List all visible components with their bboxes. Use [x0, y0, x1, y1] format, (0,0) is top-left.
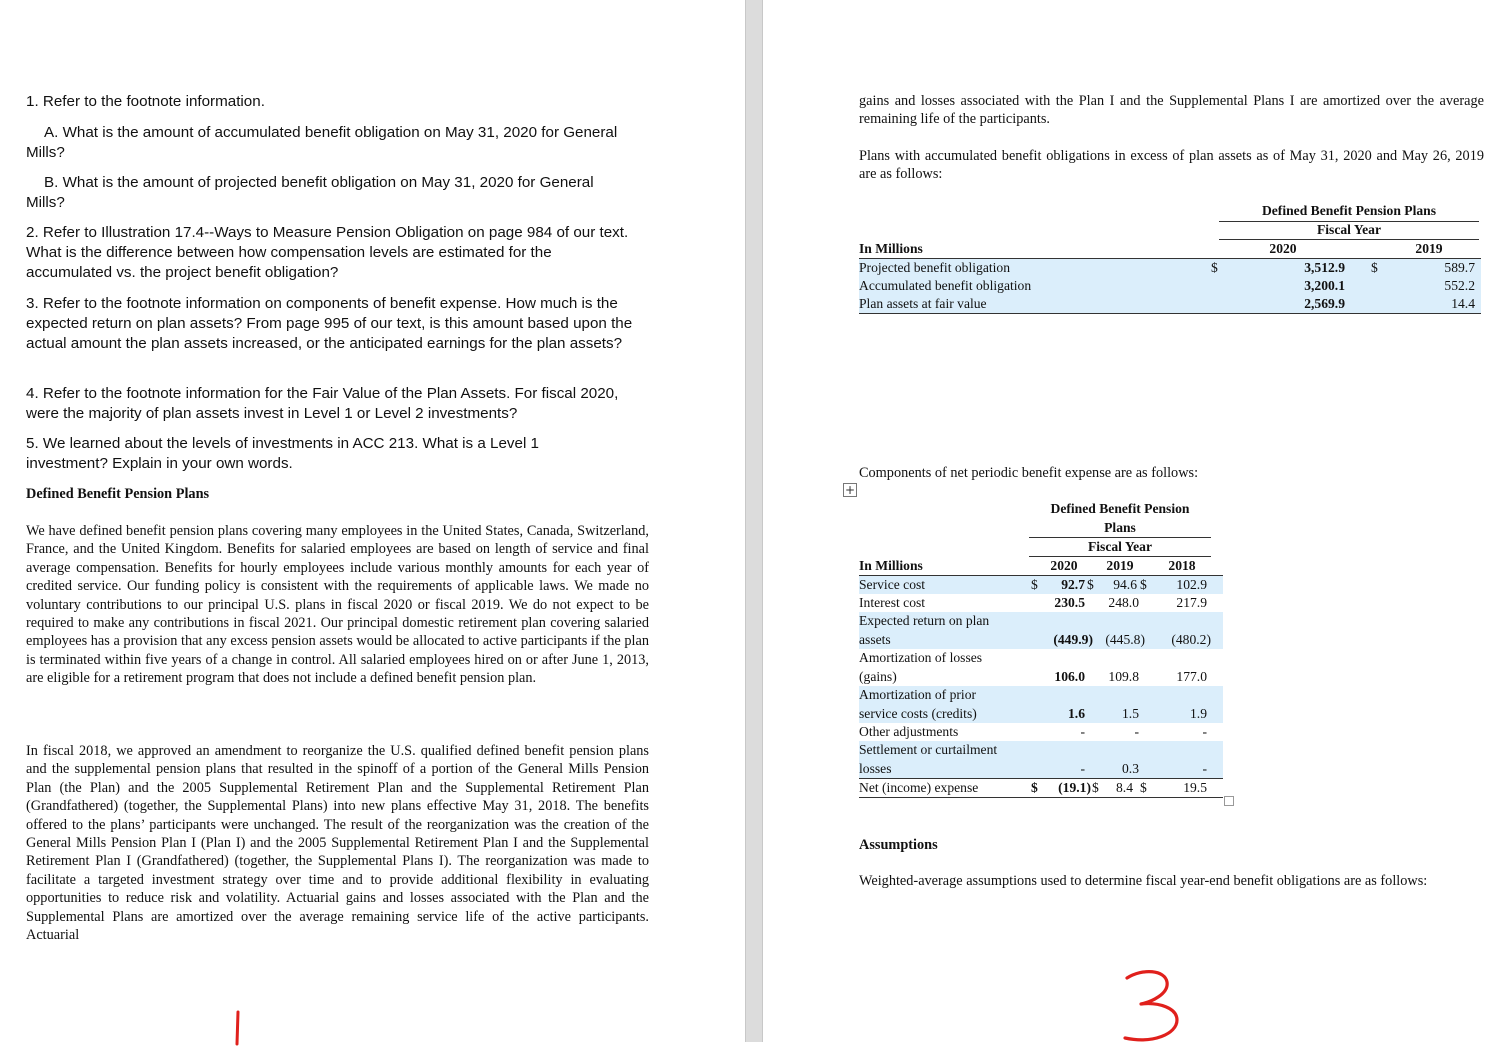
components-value-2018: 102.9 [1176, 577, 1207, 592]
components-row-label: Settlement or curtailment [859, 742, 998, 757]
question-1a: A. What is the amount of accumulated benefit obligation on May 31, 2020 for General Mills? [26, 124, 618, 161]
obligations-header-group: Defined Benefit Pension Plans [1261, 203, 1437, 218]
question-1: 1. Refer to the footnote information. [26, 93, 265, 110]
section-heading: Defined Benefit Pension Plans [26, 486, 210, 502]
obligations-year-2020: 2020 [1269, 241, 1297, 256]
components-value-2020: 230.5 [1054, 595, 1085, 610]
components-year-2020: 2020 [1050, 558, 1078, 573]
components-header-sub: Fiscal Year [1087, 539, 1153, 554]
components-col-label: In Millions [859, 558, 923, 573]
components-row-label-cont: service costs (credits) [859, 706, 977, 721]
pension-paragraph-1: We have defined benefit pension plans covering many employees in the United States, Canada, Switzerland, France, and the United Kingdom. Benefits for salaried employees are based on length of service and final average compensation. Benefits for hourly employees include various monthly amounts for each year of credited service. Our funding policy is consistent with the requirements of applicable laws. We made no voluntary contributions to our principal U.S. plans in fiscal 2020 or fiscal 2019. We do not expect to be required to make any contributions in fiscal 2021. Our principal domestic retirement plan covering salaried employees has a provision that any excess pension assets would be allocated to active participants if the plan is terminated within five years of a change in control. All salaried employees hired on or after June 1, 2013, are eligible for a retirement program that does not include a defined benefit pension plan. [26, 523, 649, 687]
components-value-2019: 109.8 [1108, 669, 1139, 684]
currency-symbol: $ [1371, 260, 1378, 275]
components-row-label: Interest cost [859, 595, 926, 610]
currency-symbol: $ [1092, 780, 1099, 795]
obligations-header-sub: Fiscal Year [1316, 222, 1382, 237]
components-value-2019: 94.6 [1113, 577, 1137, 592]
right-page [763, 0, 1490, 1051]
components-value-2019: - [1134, 724, 1139, 739]
question-2: 2. Refer to Illustration 17.4--Ways to Measure Pension Obligation on page 984 of our text. What is the difference between how compensation levels are estimated for the accumulated vs. the project benefit obligation? [26, 224, 629, 281]
components-value-2019: 248.0 [1108, 595, 1139, 610]
question-5: 5. We learned about the levels of investments in ACC 213. What is a Level 1 investment? Explain in your own words. [26, 435, 539, 472]
left-page [0, 0, 745, 1051]
components-value-2020: (449.9) [1053, 632, 1093, 647]
components-value-2020: (19.1) [1058, 780, 1091, 795]
components-value-2020: - [1080, 724, 1085, 739]
obligations-intro: Plans with accumulated benefit obligations in excess of plan assets as of May 31, 2020 and May 26, 2019 are as follows: [859, 148, 1484, 183]
components-value-2018: (480.2) [1171, 632, 1211, 647]
components-value-2019: 1.5 [1122, 706, 1139, 721]
obligations-row-label: Accumulated benefit obligation [859, 278, 1032, 293]
components-value-2020: 1.6 [1068, 706, 1085, 721]
components-row-label: Other adjustments [859, 724, 959, 739]
components-row-label: Expected return on plan [859, 613, 990, 628]
handwritten-page-mark-1 [228, 1008, 248, 1048]
components-value-2018: - [1202, 761, 1207, 776]
components-value-2018: 177.0 [1176, 669, 1207, 684]
continued-paragraph: gains and losses associated with the Plan I and the Supplemental Plans I are amortized over the average remaining life of the participants. [859, 93, 1484, 128]
obligations-value-2020: 2,569.9 [1304, 296, 1345, 311]
components-value-2018: - [1202, 724, 1207, 739]
components-header-group: Defined Benefit Pension [1050, 501, 1190, 516]
obligations-value-2020: 3,512.9 [1304, 260, 1345, 275]
obligations-row-label: Projected benefit obligation [859, 260, 1010, 275]
question-1b: B. What is the amount of projected benefit obligation on May 31, 2020 for General Mills? [26, 174, 594, 211]
question-4: 4. Refer to the footnote information for the Fair Value of the Plan Assets. For fiscal 2020, were the majority of plan assets invest in Level 1 or Level 2 investments? [26, 385, 619, 422]
obligations-value-2020: 3,200.1 [1304, 278, 1345, 293]
currency-symbol: $ [1031, 577, 1038, 592]
currency-symbol: $ [1087, 577, 1094, 592]
obligations-value-2019: 552.2 [1444, 278, 1475, 293]
components-year-2018: 2018 [1168, 558, 1196, 573]
components-row-label: Amortization of losses [859, 650, 983, 665]
table-move-handle-icon[interactable]: + [844, 483, 856, 497]
obligations-col-label: In Millions [859, 241, 923, 256]
currency-symbol: $ [1140, 780, 1147, 795]
components-value-2019: 0.3 [1122, 761, 1139, 776]
components-value-2019: (445.8) [1105, 632, 1145, 647]
obligations-row-label: Plan assets at fair value [859, 296, 987, 311]
components-value-2019: 8.4 [1116, 780, 1133, 795]
components-row-label-cont: (gains) [859, 669, 897, 684]
handwritten-page-mark-3 [1115, 966, 1187, 1046]
components-value-2018: 19.5 [1183, 780, 1207, 795]
currency-symbol: $ [1211, 260, 1218, 275]
currency-symbol: $ [1031, 780, 1038, 795]
obligations-value-2019: 589.7 [1444, 260, 1475, 275]
table-resize-handle-icon[interactable] [1224, 796, 1234, 806]
obligations-year-2019: 2019 [1415, 241, 1443, 256]
components-value-2020: 106.0 [1054, 669, 1085, 684]
components-intro: Components of net periodic benefit expense are as follows: [859, 465, 1199, 481]
components-row-label-cont: losses [859, 761, 892, 776]
components-value-2020: - [1080, 761, 1085, 776]
page-gutter [745, 0, 763, 1042]
components-row-label: Amortization of prior [859, 687, 977, 702]
components-row-label-cont: assets [859, 632, 891, 647]
assumptions-heading: Assumptions [859, 837, 938, 853]
components-value-2018: 1.9 [1190, 706, 1207, 721]
assumptions-text: Weighted-average assumptions used to determine fiscal year-end benefit obligations are as follows: [859, 873, 1428, 889]
components-row-label: Net (income) expense [859, 780, 979, 795]
obligations-value-2019: 14.4 [1451, 296, 1475, 311]
pension-paragraph-2: In fiscal 2018, we approved an amendment to reorganize the U.S. qualified defined benefit pension plans and the supplemental pension plans that resulted in the spinoff of a portion of the General Mills Pension Plan (the Plan) and the 2005 Supplemental Retirement Plan and the Supplemental Retirement Plan (Grandfathered) (together, the Supplemental Plans) into new plans effective May 31, 2018. The benefits offered to the plans’ participants were unchanged. The result of the reorganization was the creation of the General Mills Pension Plan I (Plan I) and the 2005 Supplemental Retirement Plan I and the Supplemental Retirement Plan I (Grandfathered) (together, the Supplemental Plans I). The reorganization was made to facilitate a targeted investment strategy over time and to provide additional flexibility in evaluating opportunities to reduce risk and volatility. Actuarial gains and losses associated with the Plan and the Supplemental Plans are amortized over the average remaining service life of the active participants. Actuarial [26, 743, 649, 944]
question-3: 3. Refer to the footnote information on components of benefit expense. How much is the expected return on plan assets? From page 995 of our text, is this amount based upon the actual amount the plan assets increased, or the anticipated earnings for the plan assets? [26, 295, 633, 352]
components-row-label: Service cost [859, 577, 926, 592]
components-header-group-2: Plans [1104, 520, 1136, 535]
currency-symbol: $ [1140, 577, 1147, 592]
components-value-2018: 217.9 [1176, 595, 1207, 610]
components-table [763, 0, 1490, 820]
components-value-2020: 92.7 [1061, 577, 1085, 592]
components-year-2019: 2019 [1106, 558, 1134, 573]
